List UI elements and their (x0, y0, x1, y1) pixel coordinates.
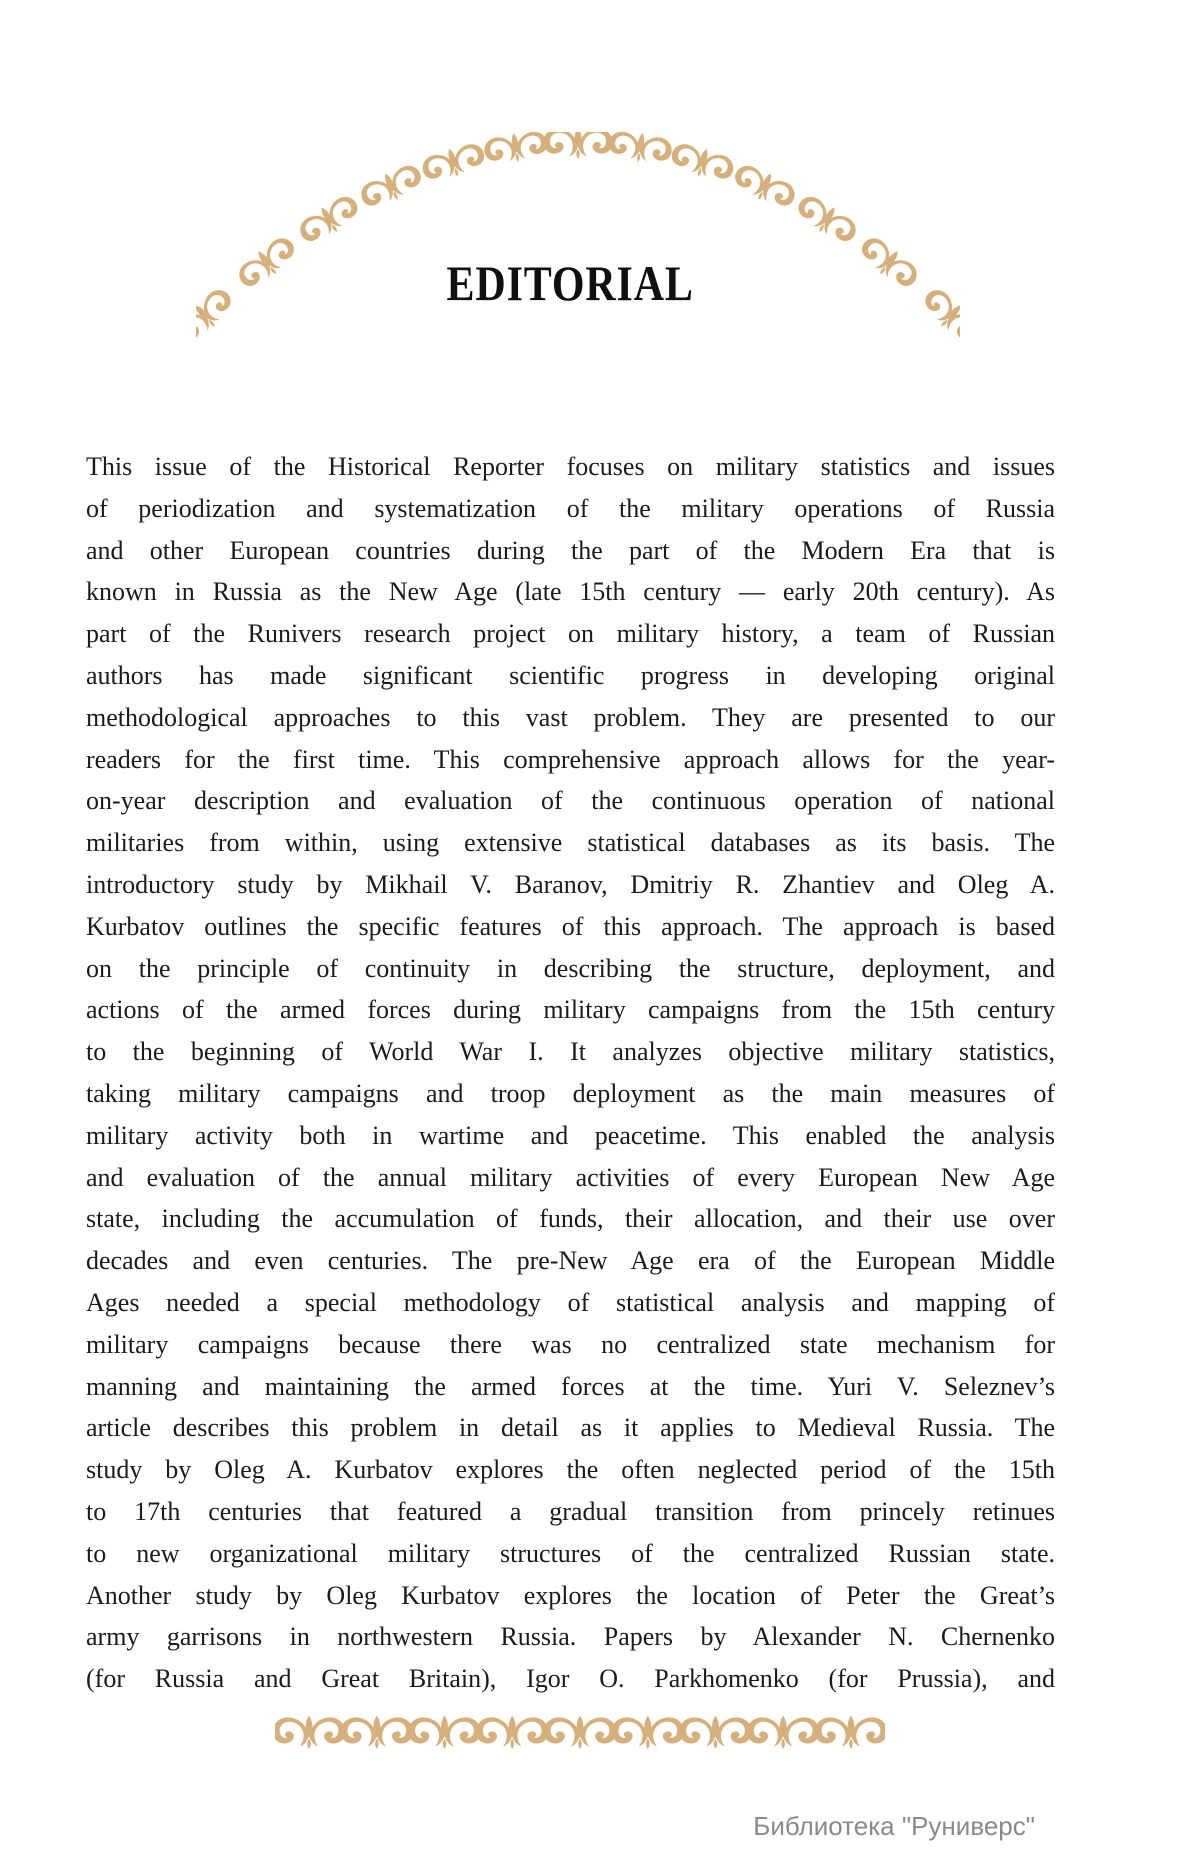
text-line: state, including the accumulation of funds, their allocation, and their use over (86, 1204, 1055, 1234)
text-line: militaries from within, using extensive statistical databases as its basis. The (86, 828, 1055, 858)
text-line: (for Russia and Great Britain), Igor O. Parkhomenko (for Prussia), and (86, 1664, 1055, 1694)
page-title (86, 256, 1055, 310)
text-line: study by Oleg A. Kurbatov explores the often neglected period of the 15th (86, 1455, 1055, 1485)
text-line: known in Russia as the New Age (late 15th century — early 20th century). As (86, 577, 1055, 607)
text-line: and other European countries during the part of the Modern Era that is (86, 535, 1055, 565)
text-line: article describes this problem in detail as it applies to Medieval Russia. The (86, 1413, 1055, 1443)
text-line: on-year description and evaluation of the continuous operation of national (86, 786, 1055, 816)
text-line: This issue of the Historical Reporter focuses on military statistics and issues (86, 452, 1055, 481)
text-line: decades and even centuries. The pre-New Age era of the European Middle (86, 1246, 1055, 1276)
text-line: army garrisons in northwestern Russia. Papers by Alexander N. Chernenko (86, 1622, 1055, 1652)
text-line: Kurbatov outlines the specific features of this approach. The approach is based (86, 911, 1055, 941)
text-line: to new organizational military structures of the centralized Russian state. (86, 1538, 1055, 1568)
text-line: part of the Runivers research project on military history, a team of Russian (86, 619, 1055, 649)
text-line: military campaigns because there was no centralized state mechanism for (86, 1329, 1055, 1359)
text-line: taking military campaigns and troop deployment as the main measures of (86, 1078, 1055, 1108)
page-title-text: EDITORIAL (446, 255, 695, 311)
text-line: and evaluation of the annual military activities of every European New Age (86, 1162, 1055, 1192)
text-line: Ages needed a special methodology of statistical analysis and mapping of (86, 1287, 1055, 1317)
text-line: actions of the armed forces during military campaigns from the 15th century (86, 995, 1055, 1025)
text-line: introductory study by Mikhail V. Baranov, Dmitriy R. Zhantiev and Oleg A. (86, 869, 1055, 899)
text-line: to the beginning of World War I. It analyzes objective military statistics, (86, 1037, 1055, 1067)
text-line: Another study by Oleg Kurbatov explores the location of Peter the Great’s (86, 1580, 1055, 1610)
runivers-library-watermark: Библиотека "Руниверс" (753, 1811, 1035, 1841)
text-line: readers for the first time. This comprehensive approach allows for the year- (86, 744, 1055, 774)
text-line: military activity both in wartime and peacetime. This enabled the analysis (86, 1120, 1055, 1150)
text-line: methodological approaches to this vast problem. They are presented to our (86, 702, 1055, 732)
text-line: of periodization and systematization of the military operations of Russia (86, 493, 1055, 523)
floral-scroll-band-ornament (275, 1710, 885, 1758)
text-line: on the principle of continuity in describing the structure, deployment, and (86, 953, 1055, 983)
editorial-paragraph (86, 446, 1055, 1700)
text-line: manning and maintaining the armed forces at the time. Yuri V. Seleznev’s (86, 1371, 1055, 1401)
text-line: to 17th centuries that featured a gradual transition from princely retinues (86, 1496, 1055, 1526)
text-line: authors has made significant scientific progress in developing original (86, 660, 1055, 690)
